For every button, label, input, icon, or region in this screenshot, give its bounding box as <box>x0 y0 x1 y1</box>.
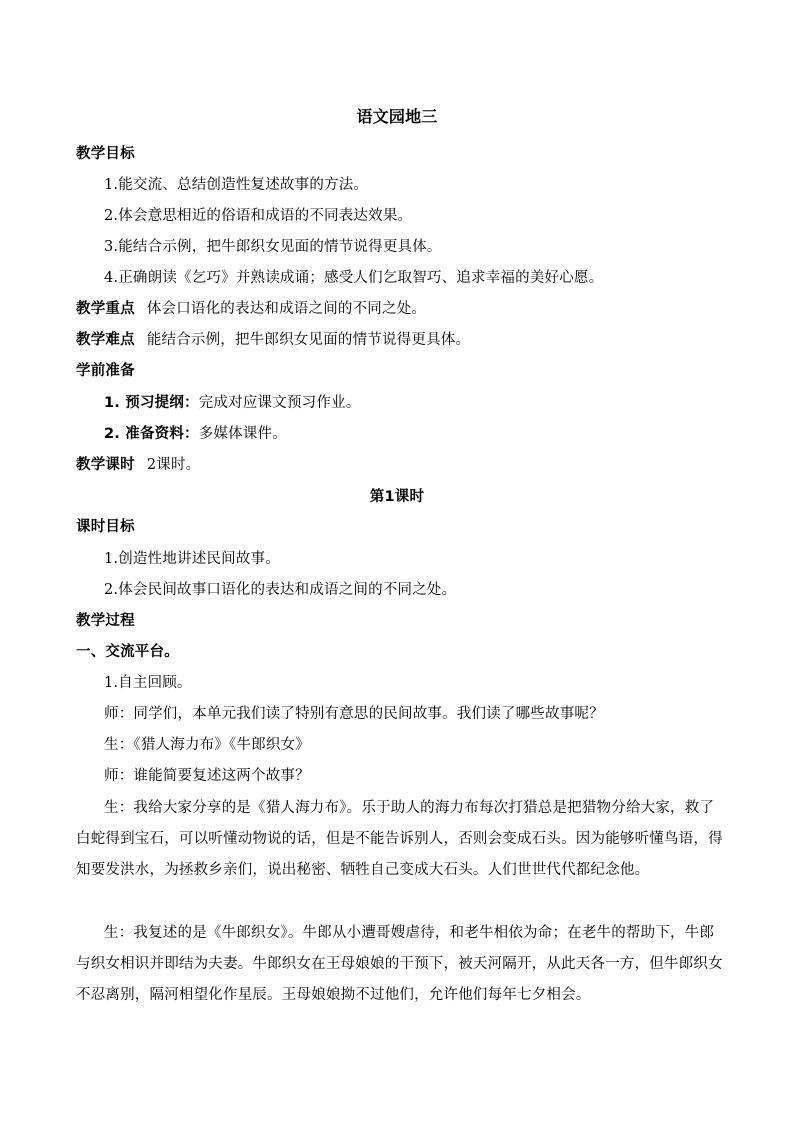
preparation-heading: 学前准备 <box>76 363 135 379</box>
objective-item: 1.能交流、总结创造性复述故事的方法。 <box>104 177 369 193</box>
objective-item: 3.能结合示例，把牛郎织女见面的情节说得更具体。 <box>104 239 442 255</box>
section-heading: 一、交流平台。 <box>76 644 179 660</box>
lesson-goal-item: 1.创造性地讲述民间故事。 <box>104 551 280 567</box>
key-point-label: 教学重点 <box>76 301 135 317</box>
lesson-heading: 第1课时 <box>369 489 425 505</box>
dialog-line: 师：谁能简要复述这两个故事？ <box>104 768 310 784</box>
dialog-line: 师：同学们，本单元我们读了特别有意思的民间故事。我们读了哪些故事呢？ <box>104 706 604 722</box>
step-heading: 1.自主回顾。 <box>104 675 192 691</box>
lesson-goal-item: 2.体会民间故事口语化的表达和成语之间的不同之处。 <box>104 582 457 598</box>
story-paragraph: 生：我给大家分享的是《猎人海力布》。乐于助人的海力布每次打猎总是把猎物分给大家，救了白蛇得到宝石，可以听懂动物说的话，但是不能告诉别人，否则会变成石头。因为能够听懂鸟语，得知要发洪水，为拯救乡亲们，说出秘密、牺牲自己变成大石头。人们世世代代都纪念他。 <box>76 800 723 878</box>
objective-item: 2.体会意思相近的俗语和成语的不同表达效果。 <box>104 208 413 224</box>
lesson-goal-heading: 课时目标 <box>76 519 135 535</box>
process-heading: 教学过程 <box>76 613 135 629</box>
hours-label: 教学课时 <box>76 457 135 473</box>
difficulty-row <box>76 330 726 350</box>
difficulty-label: 教学难点 <box>76 332 135 348</box>
hours-text: 2课时。 <box>146 457 201 473</box>
preparation-item-text: 完成对应课文预习作业。 <box>198 395 361 411</box>
hours-row <box>76 455 726 475</box>
key-point-text: 体会口语化的表达和成语之间的不同之处。 <box>146 301 427 317</box>
preparation-item-label: 1. 预习提纲： <box>104 395 199 411</box>
preparation-item-label: 2. 准备资料： <box>104 426 199 442</box>
difficulty-text: 能结合示例，把牛郎织女见面的情节说得更具体。 <box>146 332 471 348</box>
page-title: 语文园地三 <box>356 107 438 126</box>
objectives-heading: 教学目标 <box>76 146 135 162</box>
preparation-item-text: 多媒体课件。 <box>198 426 287 442</box>
dialog-line: 生：《猎人海力布》《牛郎织女》 <box>104 737 310 753</box>
objective-item: 4.正确朗读《乞巧》并熟读成诵；感受人们乞取智巧、追求幸福的美好心愿。 <box>104 270 604 286</box>
preparation-item <box>104 424 726 444</box>
story-paragraph: 生：我复述的是《牛郎织女》。牛郎从小遭哥嫂虐待，和老牛相依为命；在老牛的帮助下，牛郎与织女相识并即结为夫妻。牛郎织女在王母娘娘的干预下，被天河隔开，从此天各一方，但牛郎织女不忍离别，隔河相望化作星辰。王母娘娘拗不过他们，允许他们每年七夕相会。 <box>76 925 723 1003</box>
key-point-row <box>76 299 726 319</box>
preparation-item <box>104 393 726 413</box>
